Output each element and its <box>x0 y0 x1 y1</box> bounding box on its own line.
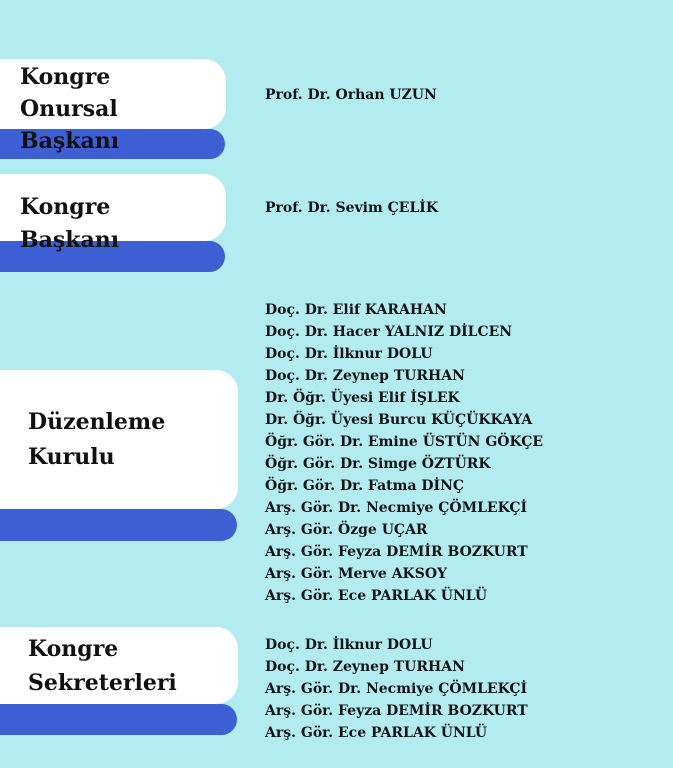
tab-accent-bar <box>0 509 237 541</box>
section-title: Kongre Başkanı <box>20 194 120 253</box>
member-name: Öğr. Gör. Dr. Fatma DİNÇ <box>265 478 465 494</box>
member-name: Doç. Dr. İlknur DOLU <box>265 637 433 653</box>
member-name: Doç. Dr. Hacer YALNIZ DİLCEN <box>265 324 513 340</box>
member-name: Prof. Dr. Sevim ÇELİK <box>265 200 439 216</box>
section-title: Düzenleme Kurulu <box>28 409 166 470</box>
member-name: Arş. Gör. Dr. Necmiye ÇÖMLEKÇİ <box>265 681 528 697</box>
section-title: Kongre Onursal Başkanı <box>20 64 120 154</box>
member-name: Arş. Gör. Ece PARLAK ÜNLÜ <box>265 725 488 741</box>
member-name: Doç. Dr. Zeynep TURHAN <box>265 659 465 675</box>
member-name: Arş. Gör. Özge UÇAR <box>265 522 428 538</box>
member-name: Arş. Gör. Merve AKSOY <box>265 566 448 582</box>
member-name: Arş. Gör. Feyza DEMİR BOZKURT <box>265 703 528 719</box>
member-list <box>265 299 543 607</box>
member-name: Doç. Dr. Elif KARAHAN <box>265 302 447 318</box>
tab-accent-bar <box>0 704 237 735</box>
member-name: Doç. Dr. İlknur DOLU <box>265 346 433 362</box>
member-name: Dr. Öğr. Üyesi Burcu KÜÇÜKKAYA <box>265 412 533 428</box>
member-name: Öğr. Gör. Dr. Simge ÖZTÜRK <box>265 456 491 472</box>
member-name: Dr. Öğr. Üyesi Elif İŞLEK <box>265 390 460 406</box>
member-name: Arş. Gör. Dr. Necmiye ÇÖMLEKÇİ <box>265 500 528 516</box>
member-list <box>265 197 438 219</box>
member-list <box>265 634 528 744</box>
section-title: Kongre Sekreterleri <box>28 636 177 696</box>
member-name: Arş. Gör. Ece PARLAK ÜNLÜ <box>265 588 488 604</box>
member-name: Prof. Dr. Orhan UZUN <box>265 87 437 103</box>
member-name: Doç. Dr. Zeynep TURHAN <box>265 368 465 384</box>
member-name: Arş. Gör. Feyza DEMİR BOZKURT <box>265 544 528 560</box>
member-name: Öğr. Gör. Dr. Emine ÜSTÜN GÖKÇE <box>265 434 544 450</box>
member-list <box>265 84 437 106</box>
